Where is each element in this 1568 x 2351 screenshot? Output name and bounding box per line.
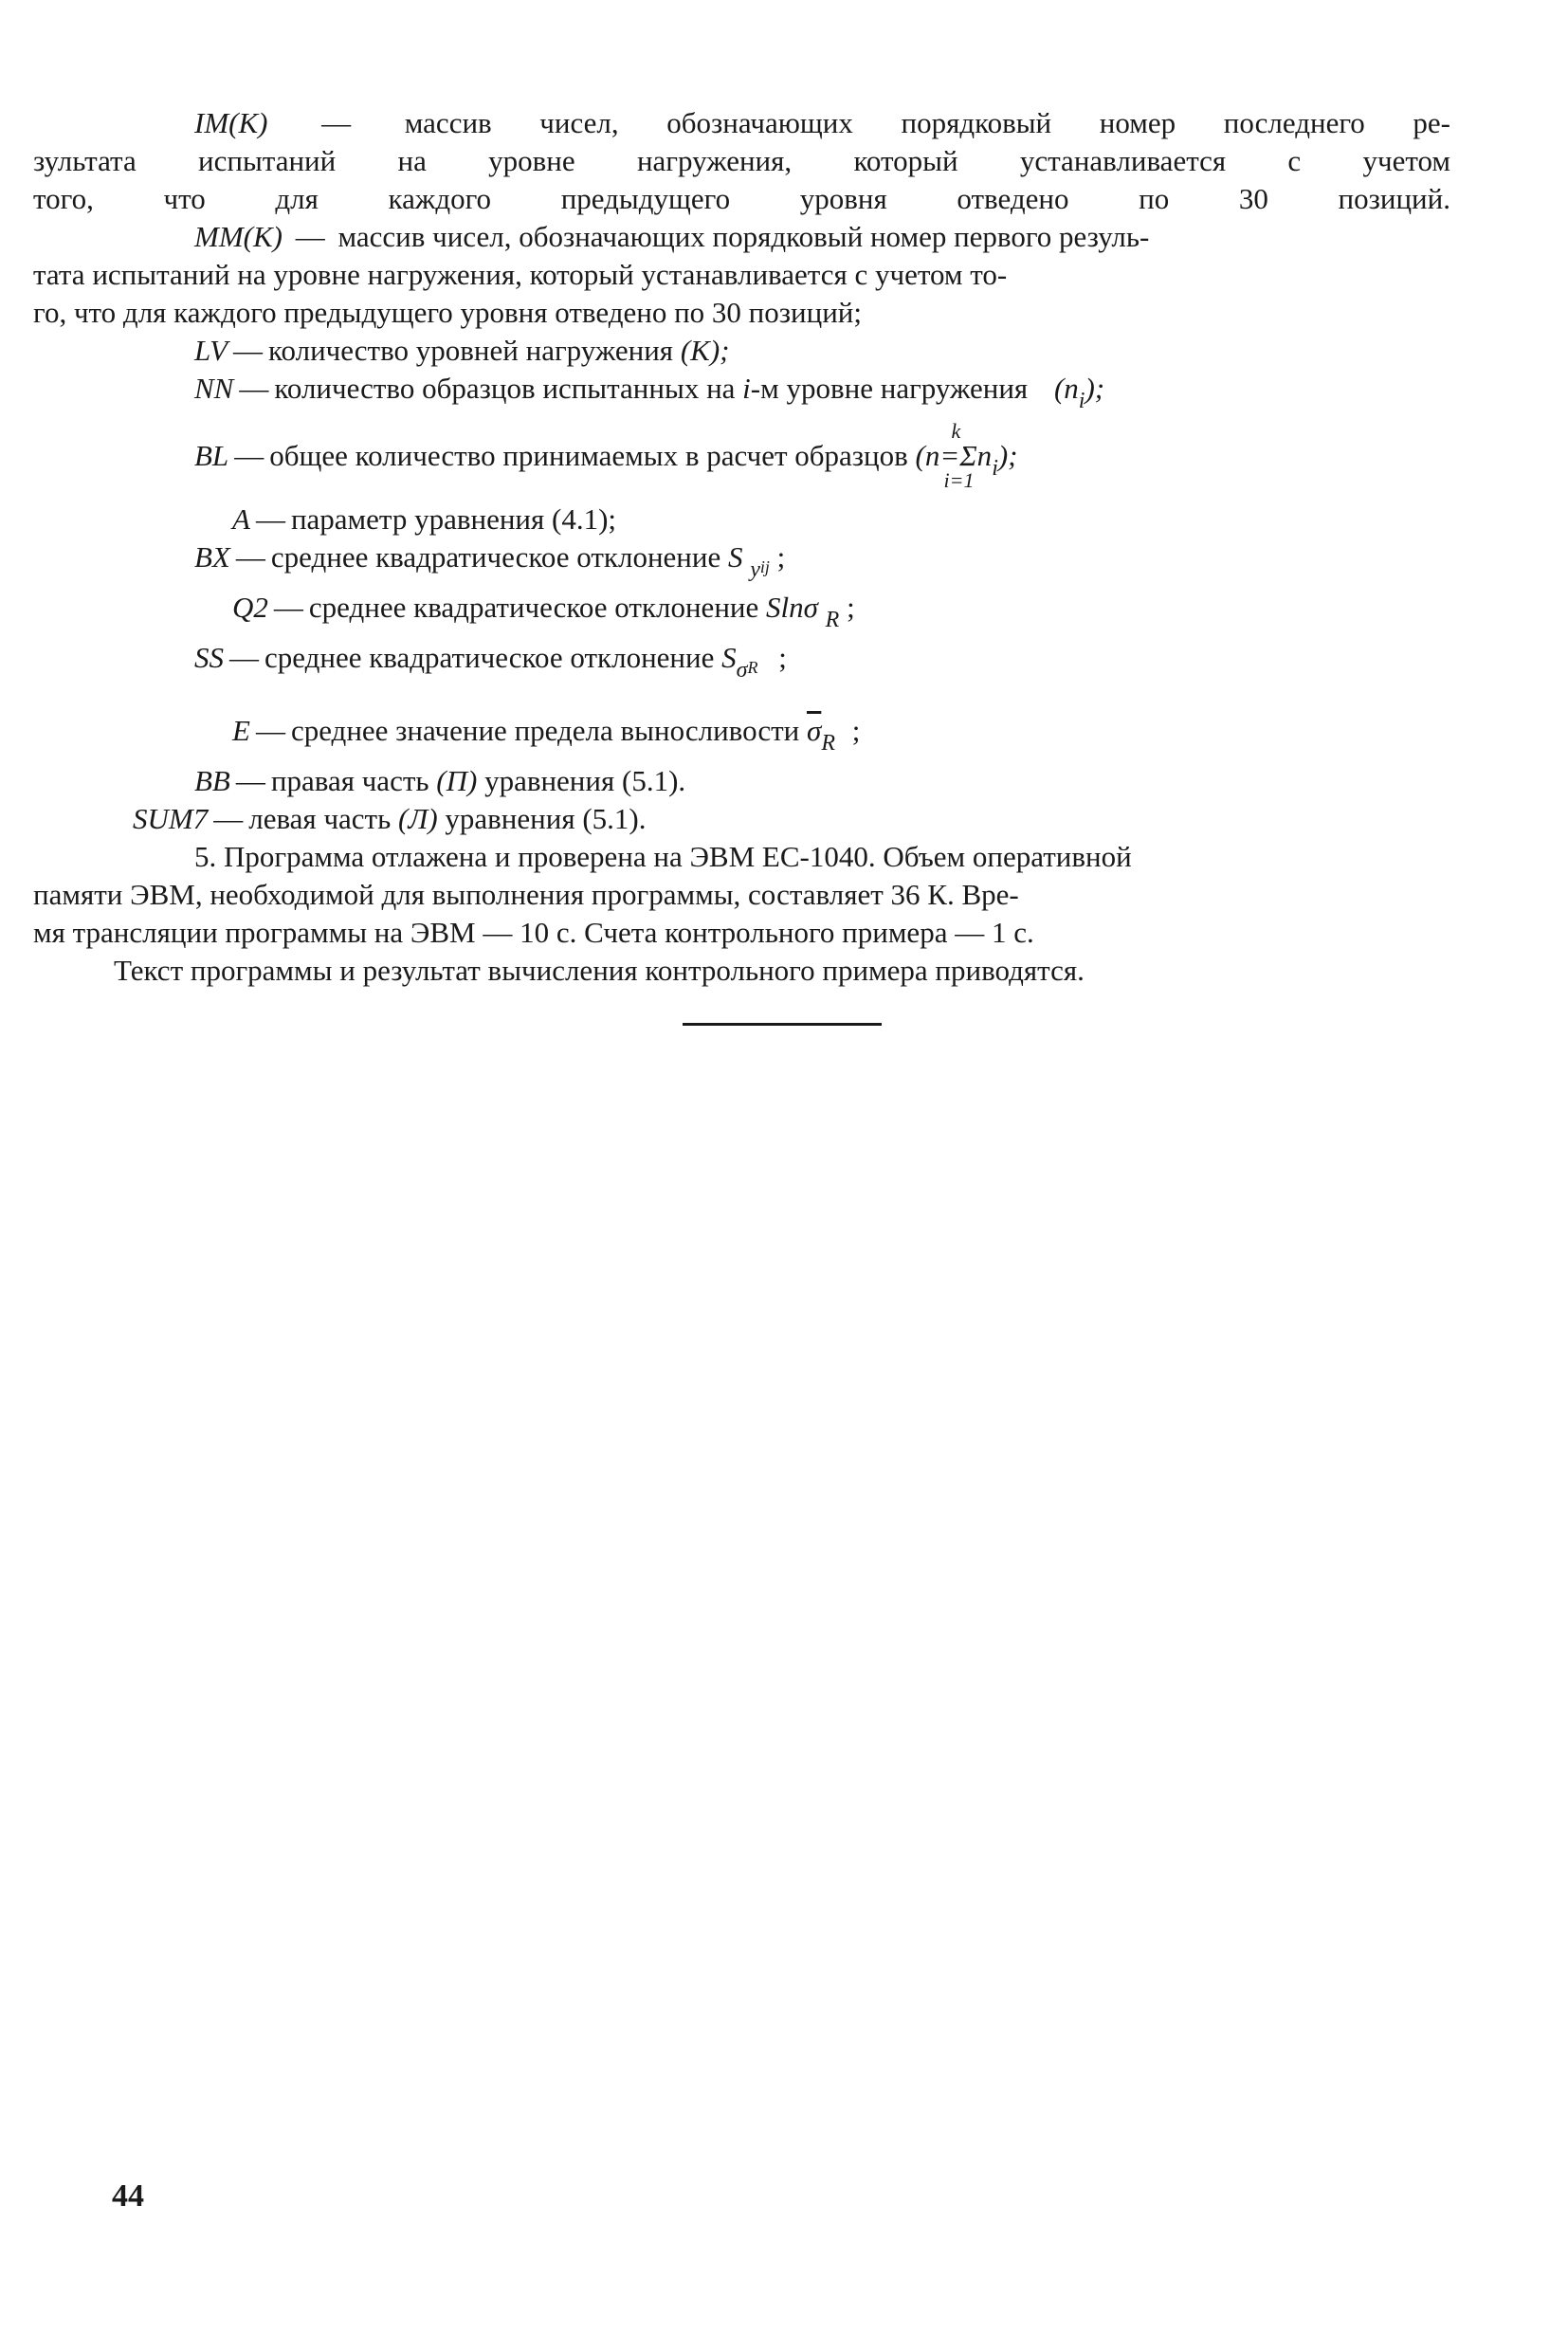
definition-im: IM(K) — массив чисел, обозначающих порядковый номер последнего ре- зультата испытаний на уровне нагружения, который устанавливается с учетом того, что для каждого предыдущего уровня отведено по 30 позиций. xyxy=(33,106,1451,215)
definition-e: E — среднее значение предела выносливости $\overline{\sigma}_R$ ; xyxy=(232,714,861,756)
definition-a: A — параметр уравнения (4.1); xyxy=(232,502,617,536)
text-body xyxy=(33,104,1451,990)
definition-nn: NN — количество образцов испытанных на i-м уровне нагружения $(n_i)$; xyxy=(194,372,1105,413)
paragraph-5: 5. Программа отлажена и проверена на ЭВМ ЕС-1040. Объем оперативной памяти ЭВМ, необходимой для выполнения программы, составляет 36 К. Вре- мя трансляции программы на ЭВМ — 10 с. Счета контрольного примера — 1 с. Текст программы и результат вычисления контрольного примера приводятся. xyxy=(33,840,1132,987)
definition-bb: BB — правая часть (П) уравнения (5.1). xyxy=(194,764,686,797)
definition-q2: Q2 — среднее квадратическое отклонение Slnσ $_R$ ; xyxy=(232,591,855,632)
definition-bx: BX — среднее квадратическое отклонение S $_y$ij ; xyxy=(194,540,786,582)
symbol-im: IM(K) xyxy=(194,106,268,139)
sum-formula: k $(n=\Sigma n_i)$; i=1 xyxy=(915,419,1018,492)
definition-lv: LV — количество уровней нагружения (K); xyxy=(194,334,730,367)
page-number: 44 xyxy=(112,2178,144,2214)
definition-ss: SS — среднее квадратическое отклонение $S_\sigma R$ ; xyxy=(194,641,787,683)
definition-sum7: SUM7 — левая часть (Л) уравнения (5.1). xyxy=(133,802,647,835)
definition-mm: MM(K) — массив чисел, обозначающих порядковый номер первого резуль- тата испытаний на уровне нагружения, который устанавливается с учетом то- го, что для каждого предыдущего уровня отведено по 30 позиций; xyxy=(33,220,1150,329)
definition-bl: BL — общее количество принимаемых в расчет образцов k $(n=\Sigma n_i)$; i=1 xyxy=(194,419,1018,492)
symbol-mm: MM(K) xyxy=(194,220,283,253)
section-divider xyxy=(683,1023,882,1026)
